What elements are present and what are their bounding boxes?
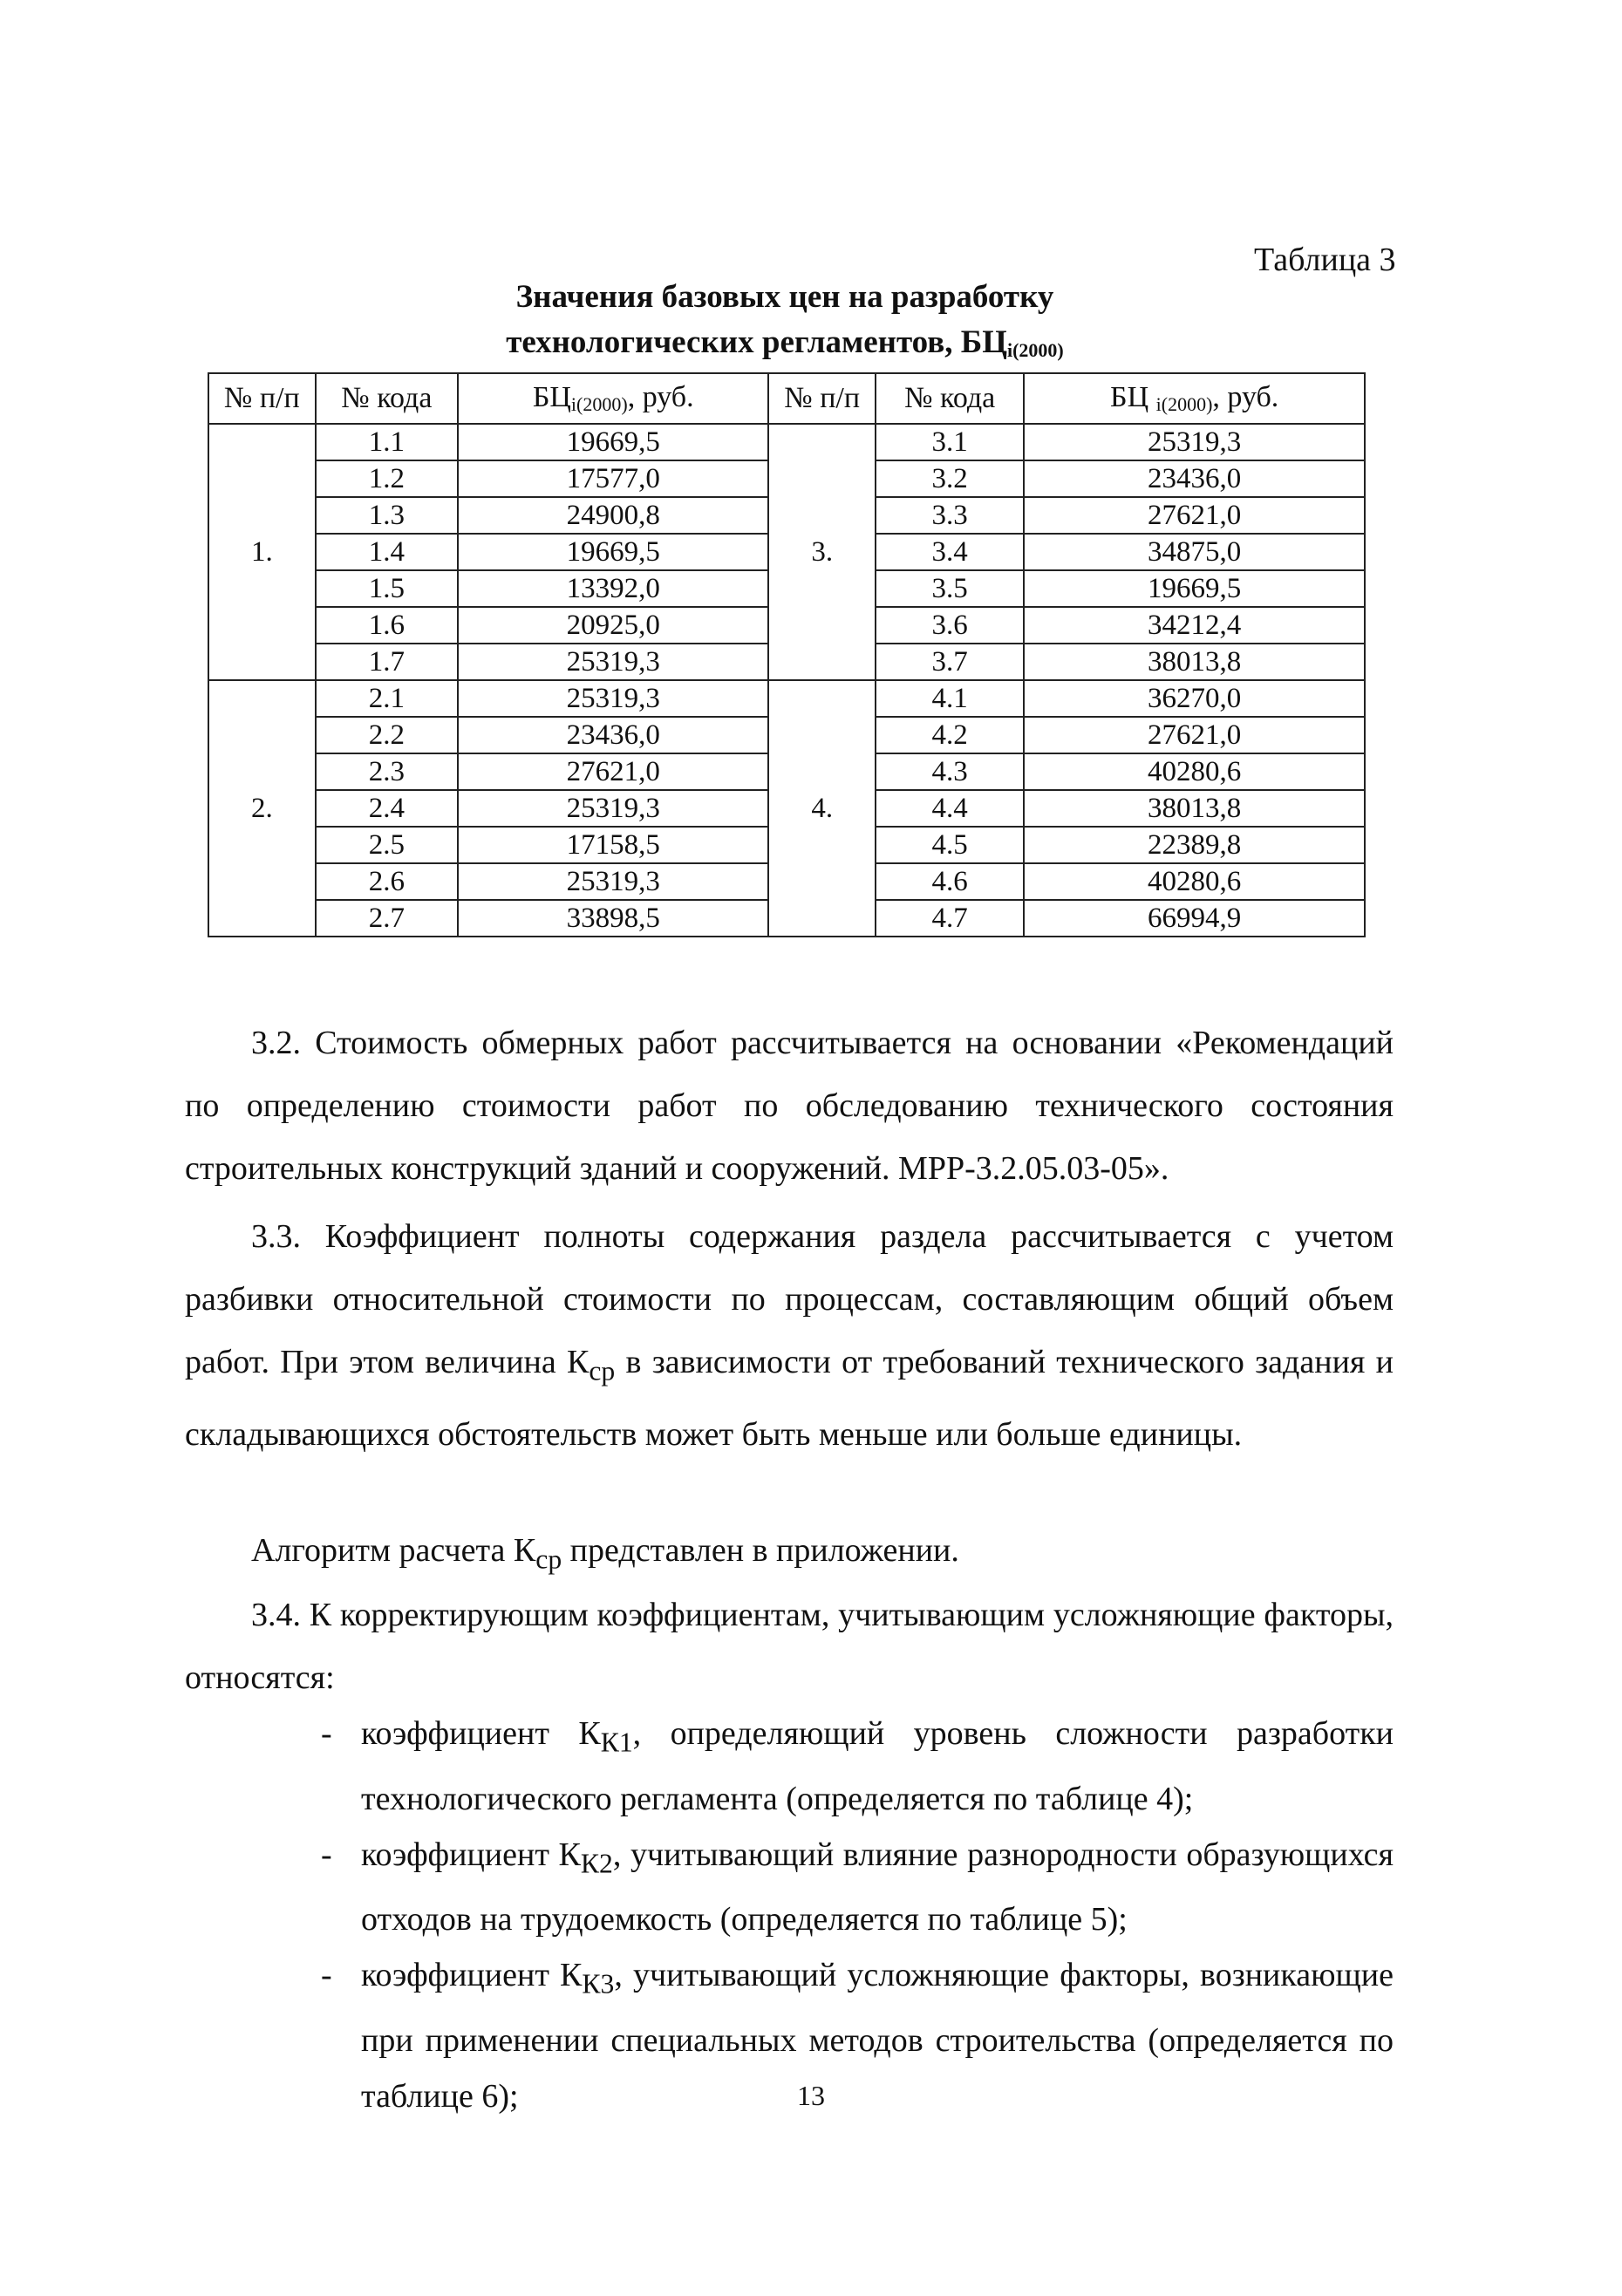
code-cell: 2.2: [316, 717, 458, 753]
price-cell: 38013,8: [1024, 790, 1365, 827]
price-cell: 40280,6: [1024, 863, 1365, 900]
list-item-text-a: коэффициент К: [361, 1957, 583, 1994]
list-item-subscript: К2: [580, 1848, 613, 1879]
code-cell: 3.2: [876, 460, 1024, 497]
header-price-right: [1024, 373, 1365, 424]
code-cell: 1.5: [316, 570, 458, 607]
header-code-right: № кода: [876, 373, 1024, 424]
code-cell: 1.3: [316, 497, 458, 534]
algorithm-subscript: ср: [535, 1543, 562, 1575]
code-cell: 2.1: [316, 680, 458, 717]
page-number: 13: [797, 2080, 825, 2111]
price-cell: 13392,0: [458, 570, 768, 607]
code-cell: 2.4: [316, 790, 458, 827]
price-cell: 23436,0: [458, 717, 768, 753]
price-cell: 27621,0: [458, 753, 768, 790]
price-cell: 20925,0: [458, 607, 768, 644]
price-cell: 19669,5: [458, 424, 768, 460]
group-number-cell: 1.: [208, 424, 316, 680]
price-cell: 24900,8: [458, 497, 768, 534]
price-cell: 66994,9: [1024, 900, 1365, 937]
code-cell: 2.5: [316, 827, 458, 863]
list-item: [321, 1706, 1394, 1827]
list-item-text-b: , учитывающий влияние разнородности образующихся отходов на трудоемкость (определяется по таблице 5);: [361, 1836, 1394, 1938]
code-cell: 3.4: [876, 534, 1024, 570]
paragraph-3-2: 3.2. Стоимость обмерных работ рассчитывается на основании «Рекомендаций по определению стоимости работ по обследованию технического состояния строительных конструкций зданий и сооружений. МРР-3.2.05.03-05».: [185, 1025, 1394, 1187]
list-dash: -: [321, 1715, 332, 1752]
group-number-cell: 4.: [768, 680, 876, 937]
price-cell: 33898,5: [458, 900, 768, 937]
code-cell: 3.7: [876, 644, 1024, 680]
price-table: [208, 372, 1366, 937]
header-price-left-sub: i(2000): [570, 393, 628, 415]
code-cell: 1.4: [316, 534, 458, 570]
price-cell: 25319,3: [458, 863, 768, 900]
list-item: [321, 1827, 1394, 1948]
list-item-text-a: коэффициент К: [361, 1715, 601, 1752]
price-cell: 19669,5: [458, 534, 768, 570]
code-cell: 1.2: [316, 460, 458, 497]
price-cell: 19669,5: [1024, 570, 1365, 607]
price-cell: 34875,0: [1024, 534, 1365, 570]
list-item-text-b: , учитывающий усложняющие факторы, возникающие при применении специальных методов строительства (определяется по таблице 6);: [361, 1957, 1394, 2115]
price-cell: 27621,0: [1024, 497, 1365, 534]
table-title-line1: Значения базовых цен на разработку: [515, 279, 1054, 315]
algorithm-part-b: представлен в приложении.: [562, 1532, 959, 1569]
table-body: [208, 424, 1365, 937]
price-cell: 17577,0: [458, 460, 768, 497]
price-cell: 25319,3: [1024, 424, 1365, 460]
table-row: [208, 680, 1365, 717]
paragraph-3-3-subscript: ср: [589, 1355, 616, 1386]
code-cell: 2.7: [316, 900, 458, 937]
code-cell: 2.6: [316, 863, 458, 900]
header-price-left: [458, 373, 768, 424]
code-cell: 3.6: [876, 607, 1024, 644]
price-cell: 22389,8: [1024, 827, 1365, 863]
paragraph-3-3: [185, 1205, 1394, 1466]
code-cell: 3.3: [876, 497, 1024, 534]
code-cell: 2.3: [316, 753, 458, 790]
code-cell: 4.4: [876, 790, 1024, 827]
header-price-right-unit: , руб.: [1212, 381, 1279, 413]
code-cell: 3.5: [876, 570, 1024, 607]
table-label: Таблица 3: [1254, 242, 1396, 278]
code-cell: 4.1: [876, 680, 1024, 717]
algorithm-part-a: Алгоритм расчета К: [251, 1532, 536, 1569]
list-item-subscript: К3: [582, 1968, 615, 2000]
table-title: [453, 275, 1116, 373]
price-cell: 25319,3: [458, 790, 768, 827]
header-price-right-main: БЦ: [1110, 381, 1149, 413]
header-price-left-main: БЦ: [532, 381, 571, 413]
paragraph-algorithm: [185, 1519, 1394, 1591]
code-cell: 4.6: [876, 863, 1024, 900]
code-cell: 1.6: [316, 607, 458, 644]
code-cell: 4.7: [876, 900, 1024, 937]
code-cell: 4.3: [876, 753, 1024, 790]
table-title-line2-text: технологических регламентов, БЦ: [506, 324, 1007, 360]
paragraph-3-3-part-a: 3.3. Коэффициент полноты содержания раздела рассчитывается с учетом разбивки относительной стоимости по процессам, составляющим общий объем работ. При этом величина К: [185, 1218, 1394, 1380]
price-cell: 17158,5: [458, 827, 768, 863]
code-cell: 4.5: [876, 827, 1024, 863]
list-dash: -: [321, 1957, 332, 1994]
list-item-text-b: , определяющий уровень сложности разработки технологического регламента (определяется по таблице 4);: [361, 1715, 1394, 1817]
table-header-row: [208, 373, 1365, 424]
coefficient-list: [321, 1706, 1394, 2124]
price-cell: 40280,6: [1024, 753, 1365, 790]
list-item-subscript: К1: [600, 1727, 633, 1758]
header-num-left: № п/п: [208, 373, 316, 424]
code-cell: 1.1: [316, 424, 458, 460]
table-title-subscript: i(2000): [1006, 339, 1064, 361]
paragraph-3-3-part-b: в зависимости от требований технического задания и складывающихся обстоятельств может быть меньше или больше единицы.: [185, 1344, 1394, 1453]
code-cell: 1.7: [316, 644, 458, 680]
price-cell: 27621,0: [1024, 717, 1365, 753]
header-price-right-sub: i(2000): [1155, 393, 1213, 415]
price-cell: 25319,3: [458, 644, 768, 680]
table-title-line2: [453, 320, 1116, 373]
list-item-text-a: коэффициент К: [361, 1836, 581, 1873]
code-cell: 4.2: [876, 717, 1024, 753]
code-cell: 3.1: [876, 424, 1024, 460]
price-cell: 36270,0: [1024, 680, 1365, 717]
group-number-cell: 2.: [208, 680, 316, 937]
price-cell: 38013,8: [1024, 644, 1365, 680]
header-price-left-unit: , руб.: [627, 381, 694, 413]
header-code-left: № кода: [316, 373, 458, 424]
price-cell: 23436,0: [1024, 460, 1365, 497]
header-num-right: № п/п: [768, 373, 876, 424]
table-row: [208, 424, 1365, 460]
price-cell: 34212,4: [1024, 607, 1365, 644]
list-dash: -: [321, 1836, 332, 1873]
paragraph-3-4: 3.4. К корректирующим коэффициентам, учитывающим усложняющие факторы, относятся:: [185, 1597, 1394, 1696]
group-number-cell: 3.: [768, 424, 876, 680]
price-cell: 25319,3: [458, 680, 768, 717]
